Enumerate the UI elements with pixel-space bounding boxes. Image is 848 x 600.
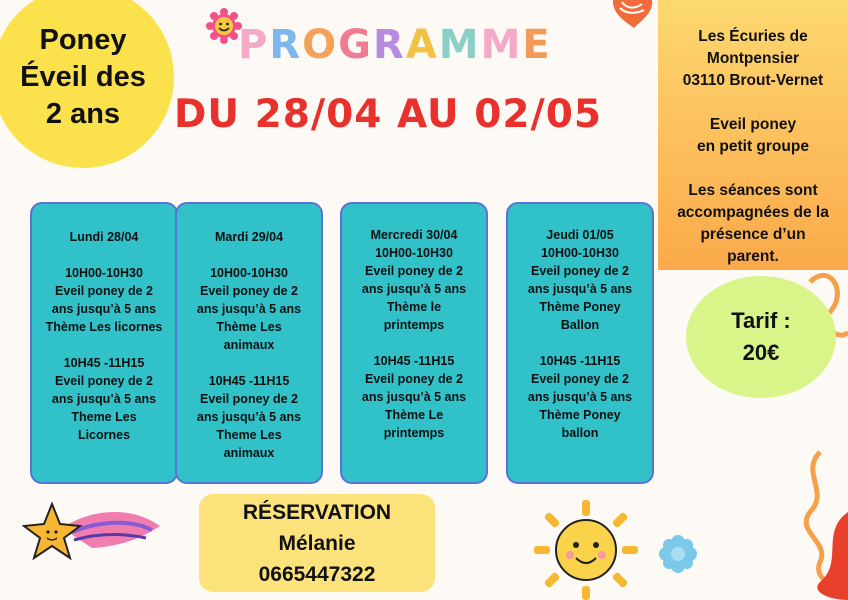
session-theme: printemps bbox=[383, 318, 445, 332]
note-line-1: Les séances sont bbox=[688, 182, 818, 199]
title-line-1: Poney bbox=[39, 23, 127, 56]
day-title: Lundi 28/04 bbox=[69, 230, 139, 244]
group-line-1: Eveil poney bbox=[709, 116, 797, 133]
programme-letter: A bbox=[405, 22, 439, 68]
address-line-1: Les Écuries de bbox=[698, 28, 808, 45]
session-desc: Eveil poney de 2 bbox=[531, 372, 629, 386]
session-time: 10H45 -11H15 bbox=[63, 356, 145, 370]
programme-letter: O bbox=[302, 22, 339, 68]
programme-letter: P bbox=[238, 22, 270, 68]
programme-letter: M bbox=[480, 22, 523, 68]
session-desc: ans jusqu’à 5 ans bbox=[527, 390, 633, 404]
reservation-box bbox=[199, 494, 435, 592]
session-theme: printemps bbox=[383, 426, 445, 440]
session-theme: Thème Le bbox=[384, 408, 444, 422]
title-circle bbox=[0, 0, 174, 168]
reservation-phone: 0665447322 bbox=[258, 562, 376, 586]
reservation-label: RÉSERVATION bbox=[242, 500, 392, 524]
session-time: 10H45 -11H15 bbox=[373, 354, 455, 368]
programme-letter: M bbox=[438, 22, 481, 68]
session-time: 10H00-10H30 bbox=[210, 266, 288, 280]
address-line-2: Montpensier bbox=[706, 50, 800, 67]
session-desc: Eveil poney de 2 bbox=[365, 264, 463, 278]
programme-text bbox=[238, 22, 552, 68]
session-time: 10H00-10H30 bbox=[541, 246, 619, 260]
group-line-2: en petit groupe bbox=[697, 138, 809, 155]
session-theme: Ballon bbox=[560, 318, 600, 332]
session-theme: Theme Les bbox=[71, 410, 137, 424]
session-desc: ans jusqu’à 5 ans bbox=[361, 390, 467, 404]
session-time: 10H45 -11H15 bbox=[539, 354, 621, 368]
tarif-circle bbox=[686, 276, 836, 398]
address-line-3: 03110 Brout-Vernet bbox=[682, 72, 824, 89]
note-line-2: accompagnées de la bbox=[677, 204, 829, 221]
shooting-star-icon bbox=[22, 498, 162, 570]
note-line-3: présence d’un bbox=[700, 226, 806, 243]
session-desc: Eveil poney de 2 bbox=[531, 264, 629, 278]
session-theme: Theme Les bbox=[216, 428, 282, 442]
session-desc: Eveil poney de 2 bbox=[200, 284, 298, 298]
programme-letter: R bbox=[373, 22, 406, 68]
session-desc: ans jusqu’à 5 ans bbox=[361, 282, 467, 296]
session-theme: Thème Poney bbox=[539, 408, 621, 422]
session-theme: Thème Les bbox=[216, 320, 282, 334]
session-time: 10H00-10H30 bbox=[375, 246, 453, 260]
session-desc: Eveil poney de 2 bbox=[365, 372, 463, 386]
tarif-label: Tarif : bbox=[731, 308, 791, 333]
date-range: DU 28/04 AU 02/05 bbox=[174, 92, 603, 137]
day-card-monday bbox=[30, 202, 178, 484]
session-desc: ans jusqu’à 5 ans bbox=[196, 302, 302, 316]
session-theme: animaux bbox=[223, 446, 275, 460]
session-theme: Thème le bbox=[386, 300, 442, 314]
programme-letter: R bbox=[269, 22, 303, 68]
day-title: Mardi 29/04 bbox=[214, 230, 284, 244]
session-desc: Eveil poney de 2 bbox=[55, 374, 153, 388]
session-desc: ans jusqu’à 5 ans bbox=[196, 410, 302, 424]
tarif-price: 20€ bbox=[742, 340, 780, 365]
session-desc: Eveil poney de 2 bbox=[55, 284, 153, 298]
day-title: Jeudi 01/05 bbox=[546, 228, 614, 242]
title-line-2: Éveil des bbox=[20, 60, 146, 93]
programme-heading bbox=[238, 22, 552, 68]
programme-letter: G bbox=[338, 22, 373, 68]
heart-doodle-icon bbox=[608, 0, 658, 32]
session-time: 10H00-10H30 bbox=[65, 266, 143, 280]
session-time: 10H45 -11H15 bbox=[208, 374, 290, 388]
session-theme: ballon bbox=[561, 426, 599, 440]
note-line-4: parent. bbox=[727, 248, 779, 265]
session-theme: Thème Poney bbox=[539, 300, 621, 314]
programme-letter: E bbox=[522, 22, 552, 68]
session-theme: animaux bbox=[223, 338, 275, 352]
day-card-tuesday bbox=[175, 202, 323, 484]
day-card-thursday bbox=[506, 202, 654, 484]
smiling-sun-icon bbox=[534, 500, 638, 600]
flower-icon bbox=[658, 534, 698, 574]
session-desc: Eveil poney de 2 bbox=[200, 392, 298, 406]
session-desc: ans jusqu’à 5 ans bbox=[527, 282, 633, 296]
session-desc: ans jusqu’à 5 ans bbox=[51, 302, 157, 316]
smiley-sun-icon bbox=[206, 8, 242, 44]
day-title: Mercredi 30/04 bbox=[370, 228, 458, 242]
info-box bbox=[658, 0, 848, 270]
day-card-wednesday bbox=[340, 202, 488, 484]
session-theme: Licornes bbox=[77, 428, 131, 442]
title-line-3: 2 ans bbox=[45, 97, 121, 130]
reservation-name: Mélanie bbox=[278, 531, 356, 555]
session-desc: ans jusqu’à 5 ans bbox=[51, 392, 157, 406]
session-theme: Thème Les licornes bbox=[45, 320, 163, 334]
